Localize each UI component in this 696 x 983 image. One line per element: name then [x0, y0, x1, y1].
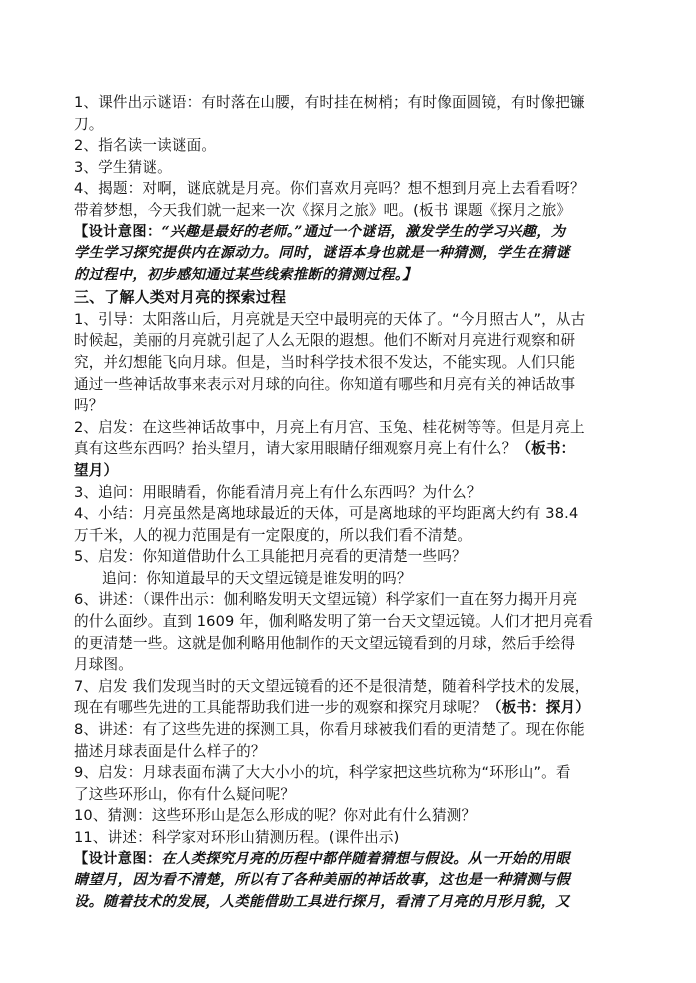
- text-line: 6、讲述：（课件出示：伽利略发明天文望远镜）科学家们一直在努力揭开月亮: [74, 591, 578, 609]
- design-intent-line: [74, 222, 648, 244]
- text-line: 的什么面纱。直到 1609 年，伽利略发明了第一台天文望远镜。人们才把月亮看: [74, 613, 594, 631]
- text-line: 刀。: [74, 115, 104, 133]
- text-line: 带着梦想，今天我们就一起来一次《探月之旅》吧。(板书 课题《探月之旅》: [74, 201, 572, 219]
- text-line: 1、引导：太阳落山后，月亮就是天空中最明亮的天体了。“今月照古人”，从古: [74, 310, 586, 328]
- design-intent-line: 设。随着技术的发展，人类能借助工具进行探月，看清了月亮的月形月貌，又: [74, 894, 570, 911]
- design-intent-block-1: [74, 222, 648, 287]
- design-intent-line: 睛望月，因为看不清楚，所以有了各种美丽的神话故事，这也是一种猜测与假: [74, 872, 570, 889]
- text-line: 3、追问：用眼睛看，你能看清月亮上有什么东西吗？为什么？: [74, 483, 482, 501]
- board-note: （板书：探月）: [486, 699, 591, 717]
- text-line: 1、课件出示谜语：有时落在山腰，有时挂在树梢；有时像面圆镜，有时像把镰: [74, 94, 585, 111]
- text-line: 11、讲述：科学家对环形山猜测历程。(课件出示): [74, 829, 400, 846]
- text-line: 万千米，人的视力范围是有一定限度的，所以我们看不清楚。: [74, 526, 473, 544]
- text-line: 月球图。: [74, 656, 133, 674]
- text-line: 2、启发：在这些神话故事中，月亮上有月宫、玉兔、桂花树等等。但是月亮上: [74, 418, 585, 436]
- text-line: 3、学生猜谜。: [74, 158, 172, 176]
- design-intent-line: 的过程中，初步感知通过某些线索推断的猜测过程。】: [74, 267, 418, 284]
- board-note-continued: 望月）: [74, 461, 119, 479]
- board-note: （板书：: [516, 440, 576, 458]
- design-intent-lead: 【设计意图：: [74, 850, 162, 867]
- text-line: 9、启发：月球表面布满了大大小小的坑，科学家把这些坑称为“环形山”。看: [74, 764, 571, 782]
- text-line: 的更清楚一些。这就是伽利略用他制作的天文望远镜看到的月球，然后手绘得: [74, 634, 576, 652]
- text-line: 通过一些神话故事来表示对月球的向往。你知道有哪些和月亮有关的神话故事: [74, 375, 576, 393]
- text-line: 7、启发 我们发现当时的天文望远镜看的还不是很清楚，随着科学技术的发展，: [74, 677, 590, 695]
- design-intent-text: 在人类探究月亮的历程中都伴随着猜想与假设。从一开始的用眼: [161, 850, 570, 867]
- section-heading: 三、了解人类对月亮的探索过程: [74, 287, 287, 306]
- text-line: 了这些环形山，你有什么疑问呢？: [74, 785, 296, 803]
- text-line: 4、小结：月亮虽然是离地球最近的天体，可是离地球的平均距离大约有 38.4: [74, 505, 579, 523]
- text-line: 吗？: [74, 397, 104, 415]
- text-line: 2、指名读一读谜面。: [74, 137, 217, 155]
- text-line: [74, 697, 648, 719]
- design-intent-line: [74, 849, 648, 871]
- text-line: 4、揭题：对啊，谜底就是月亮。你们喜欢月亮吗？想不想到月亮上去看看呀？: [74, 180, 585, 198]
- text-line: 8、讲述：有了这些先进的探测工具，你看月球被我们看的更清楚了。现在你能: [74, 721, 585, 739]
- text-line: 究，并幻想能飞向月球。但是，当时科学技术很不发达，不能实现。人们只能: [74, 353, 576, 371]
- text-line: [74, 438, 648, 460]
- design-intent-lead: 【设计意图：: [74, 223, 162, 240]
- text-span: 真有这些东西吗？抬头望月，请大家用眼睛仔细观察月亮上有什么？: [74, 440, 517, 458]
- design-intent-text: “兴趣是最好的老师。”通过一个谜语，激发学生的学习兴趣，为: [161, 223, 566, 240]
- text-line: 5、启发：你知道借助什么工具能把月亮看的更清楚一些吗？: [74, 548, 467, 566]
- text-line: 描述月球表面是什么样子的？: [74, 742, 266, 760]
- design-intent-block-2: [74, 849, 648, 914]
- text-span: 现在有哪些先进的工具能帮助我们进一步的观察和探究月球呢？: [74, 699, 487, 717]
- text-line: 10、猜测：这些环形山是怎么形成的呢？你对此有什么猜测？: [74, 807, 477, 825]
- text-line-indented: 追问：你知道最早的天文望远镜是谁发明的吗？: [102, 569, 412, 587]
- text-line: 时候起，美丽的月亮就引起了人么无限的遐想。他们不断对月亮进行观察和研: [74, 332, 576, 350]
- design-intent-line: 学生学习探究提供内在源动力。同时，谜语本身也就是一种猜测，学生在猜谜: [74, 245, 570, 262]
